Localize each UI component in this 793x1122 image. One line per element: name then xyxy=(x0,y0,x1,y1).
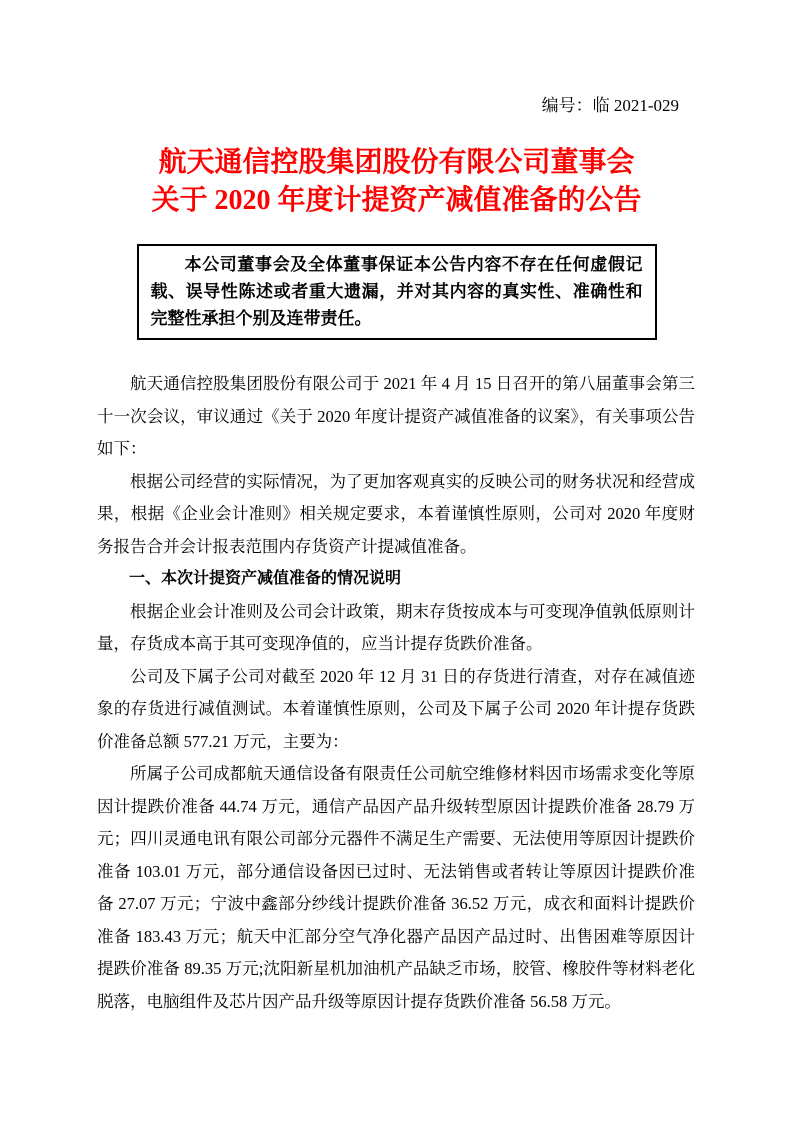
document-title xyxy=(0,144,793,220)
paragraph-provision-total: 公司及下属子公司对截至 2020 年 12 月 31 日的存货进行清查，对存在减值迹象的存货进行减值测试。本着谨慎性原则，公司及下属子公司 2020 年计提存货跌价准备总额 577.21 万元，主要为： xyxy=(97,666,695,751)
title-line-1: 航天通信控股集团股份有限公司董事会 xyxy=(158,147,635,178)
section-heading-provision-explanation: 一、本次计提资产减值准备的情况说明 xyxy=(129,570,402,587)
doc-number: 编号：临 2021-029 xyxy=(541,96,679,115)
paragraph-board-meeting: 航天通信控股集团股份有限公司于 2021 年 4 月 15 日召开的第八届董事会第三十一次会议，审议通过《关于 2020 年度计提资产减值准备的议案》，有关事项公告如下： xyxy=(97,374,695,458)
paragraph-inventory-policy: 根据企业会计准则及公司会计政策，期末存货按成本与可变现净值孰低原则计量，存货成本高于其可变现净值的，应当计提存货跌价准备。 xyxy=(97,601,695,653)
board-statement-box xyxy=(137,244,657,340)
board-statement-text: 本公司董事会及全体董事保证本公告内容不存在任何虚假记载、误导性陈述或者重大遗漏，并对其内容的真实性、准确性和完整性承担个别及连带责任。 xyxy=(150,255,643,328)
paragraph-accounting-basis: 根据公司经营的实际情况，为了更加客观真实的反映公司的财务状况和经营成果，根据《企业会计准则》相关规定要求，本着谨慎性原则，公司对 2020 年度财务报告合并会计报表范围内存货资产计提减值准备。 xyxy=(97,471,695,556)
paragraph-subsidiary-details: 所属子公司成都航天通信设备有限责任公司航空维修材料因市场需求变化等原因计提跌价准备 44.74 万元，通信产品因产品升级转型原因计提跌价准备 28.79 万元；四川灵通电讯有限公司部分元器件不满足生产需要、无法使用等原因计提跌价准备 103.01 万元，部分通信设备因已过时、无法销售或者转让等原因计提跌价准备 27.07 万元；宁波中鑫部分纱线计提跌价准备 36.52 万元，成衣和面料计提跌价准备 183.43 万元；航天中汇部分空气净化器产品因产品过时、出售困难等原因计提跌价准备 89.35 万元;沈阳新星机加油机产品缺乏市场，胶管、橡胶件等材料老化脱落，电脑组件及芯片因产品升级等原因计提存货跌价准备 56.58 万元。 xyxy=(97,764,695,1011)
document-body xyxy=(97,368,695,1018)
title-line-2: 关于 2020 年度计提资产减值准备的公告 xyxy=(151,185,642,216)
